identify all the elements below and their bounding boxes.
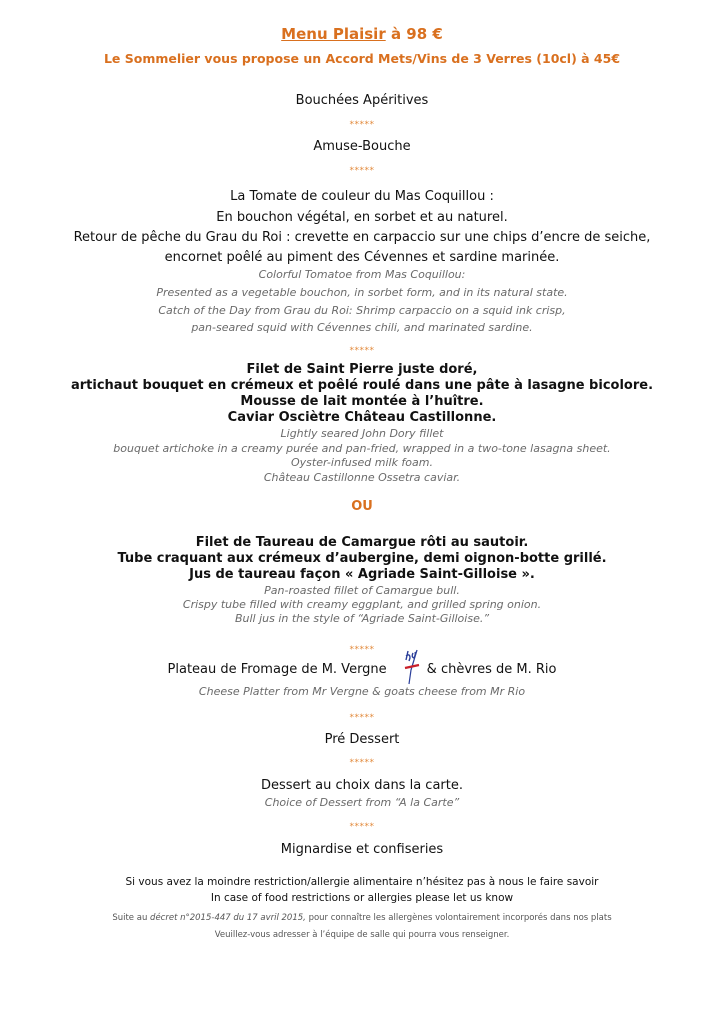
starter-en-line: Colorful Tomatoe from Mas Coquillou: <box>258 268 466 281</box>
fish-fr-line: Caviar Osciètre Château Castillonne. <box>227 410 497 425</box>
course-pre-dessert: Pré Dessert <box>324 732 400 747</box>
legal-line-2: Veuillez-vous adresser à l’équipe de salle qui pourra vous renseigner. <box>214 930 510 940</box>
separator-stars: ***** <box>349 166 375 176</box>
fish-fr-line: artichaut bouquet en crémeux et poêlé roulé dans une pâte à lasagne bicolore. <box>70 378 654 393</box>
meat-en-line: Pan-roasted fillet of Camargue bull. <box>264 584 460 597</box>
separator-stars: ***** <box>349 346 375 356</box>
meat-fr-line: Jus de taureau façon « Agriade Saint-Gilloise ». <box>189 567 535 582</box>
cheese-fr <box>0 663 724 678</box>
meat-en-line: Crispy tube filled with creamy eggplant, and grilled spring onion. <box>182 598 542 611</box>
fish-en-line: Oyster-infused milk foam. <box>291 456 433 469</box>
meat-fr-line: Filet de Taureau de Camargue rôti au sautoir. <box>195 535 529 550</box>
fish-fr-line: Filet de Saint Pierre juste doré, <box>246 362 478 377</box>
fish-en-line: bouquet artichoke in a creamy purée and pan-fried, wrapped in a two-tone lasagna sheet. <box>113 442 611 455</box>
starter-fr-line: La Tomate de couleur du Mas Coquillou : <box>230 189 494 204</box>
sommelier-offer: Le Sommelier vous propose un Accord Mets/Vins de 3 Verres (10cl) à 45€ <box>103 51 621 66</box>
starter-fr-line: encornet poêlé au piment des Cévennes et sardine marinée. <box>164 250 560 265</box>
legal-suffix: pour connaître les allergènes volontairement incorporés dans nos plats <box>305 913 612 923</box>
legal-decree: décret n°2015-447 du 17 avril 2015, <box>150 913 306 923</box>
dessert-fr: Dessert au choix dans la carte. <box>260 778 463 793</box>
starter-fr-line: En bouchon végétal, en sorbet et au naturel. <box>216 210 508 225</box>
or-separator: OU <box>351 499 373 514</box>
separator-stars: ***** <box>349 645 375 655</box>
meat-fr-line: Tube craquant aux crémeux d’aubergine, demi oignon-botte grillé. <box>117 551 607 566</box>
starter-en-line: Catch of the Day from Grau du Roi: Shrimp carpaccio on a squid ink crisp, <box>158 304 566 317</box>
starter-en-line: pan-seared squid with Cévennes chili, and marinated sardine. <box>191 321 533 334</box>
dessert-en: Choice of Dessert from “A la Carte” <box>264 796 460 809</box>
menu-title-name: Menu Plaisir <box>281 25 386 43</box>
allergy-notice-en: In case of food restrictions or allergies please let us know <box>210 892 514 904</box>
menu-title <box>0 26 724 43</box>
cheese-fr-right: & chèvres de M. Rio <box>426 662 557 677</box>
legal-prefix: Suite au <box>112 913 151 923</box>
cheese-en: Cheese Platter from Mr Vergne & goats cheese from Mr Rio <box>198 685 526 698</box>
fish-fr-line: Mousse de lait montée à l’huître. <box>240 394 484 409</box>
allergy-notice-fr: Si vous avez la moindre restriction/allergie alimentaire n’hésitez pas à nous le faire savoir <box>125 876 599 888</box>
meat-en-line: Bull jus in the style of “Agriade Saint-Gilloise.” <box>234 612 490 625</box>
course-mignardise: Mignardise et confiseries <box>280 842 444 857</box>
separator-stars: ***** <box>349 713 375 723</box>
fish-en-line: Château Castillonne Ossetra caviar. <box>263 471 461 484</box>
separator-stars: ***** <box>349 822 375 832</box>
starter-en-line: Presented as a vegetable bouchon, in sorbet form, and in its natural state. <box>156 286 568 299</box>
chef-signature-logo-icon <box>402 648 422 688</box>
separator-stars: ***** <box>349 120 375 130</box>
legal-line-1 <box>0 914 724 924</box>
separator-stars: ***** <box>349 758 375 768</box>
course-bouchees: Bouchées Apéritives <box>295 93 429 108</box>
starter-fr-line: Retour de pêche du Grau du Roi : crevette en carpaccio sur une chips d’encre de seiche, <box>73 230 651 245</box>
fish-en-line: Lightly seared John Dory fillet <box>280 427 444 440</box>
course-amuse: Amuse-Bouche <box>313 139 411 154</box>
cheese-fr-left: Plateau de Fromage de M. Vergne <box>167 662 387 677</box>
menu-title-price: à 98 € <box>385 25 443 43</box>
